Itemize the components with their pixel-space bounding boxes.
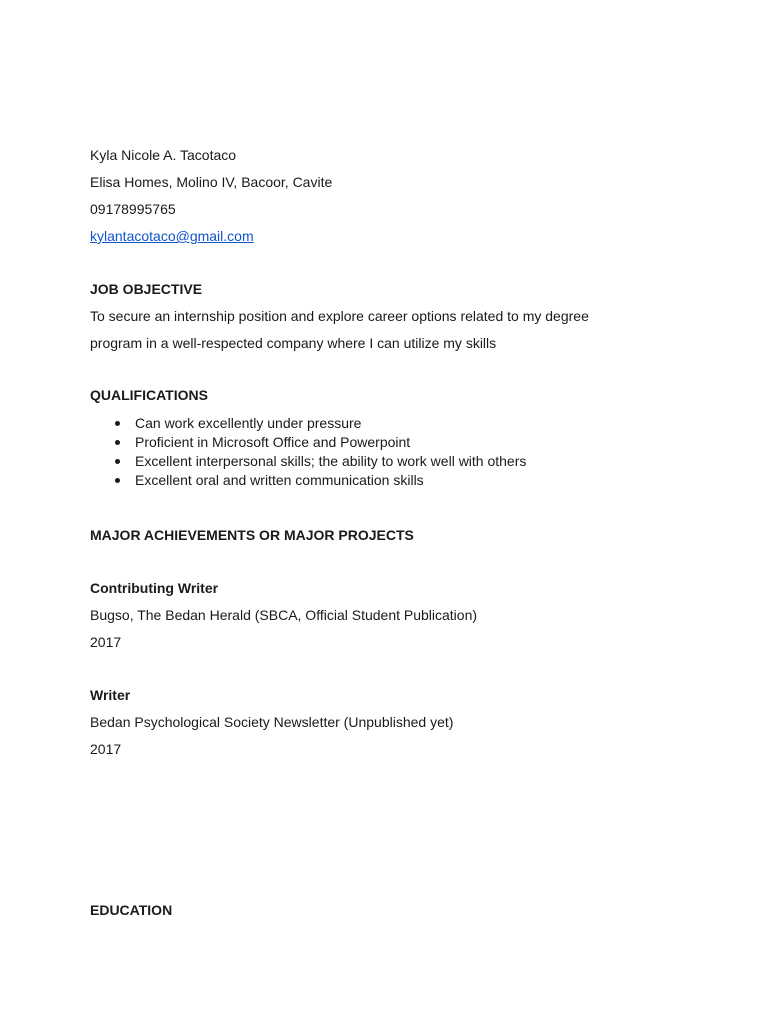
job-objective-heading: JOB OBJECTIVE — [90, 281, 203, 297]
bullet-icon — [115, 478, 120, 483]
list-item — [90, 452, 526, 471]
achievement-year: 2017 — [90, 741, 122, 757]
bullet-icon — [115, 440, 120, 445]
achievement-role: Contributing Writer — [90, 580, 219, 596]
achievements-heading: MAJOR ACHIEVEMENTS OR MAJOR PROJECTS — [90, 527, 414, 543]
contact-address: Elisa Homes, Molino IV, Bacoor, Cavite — [90, 174, 333, 190]
qualification-text: Excellent oral and written communication skills — [135, 472, 424, 488]
qualification-text: Excellent interpersonal skills; the ability to work well with others — [135, 453, 527, 469]
qualifications-heading: QUALIFICATIONS — [90, 387, 208, 403]
list-item — [90, 433, 526, 452]
contact-phone: 09178995765 — [90, 201, 176, 217]
achievement-role: Writer — [90, 687, 131, 703]
achievement-org: Bedan Psychological Society Newsletter (Unpublished yet) — [90, 714, 454, 730]
bullet-icon — [115, 421, 120, 426]
contact-name: Kyla Nicole A. Tacotaco — [90, 147, 237, 163]
job-objective-line-2: program in a well-respected company where I can utilize my skills — [90, 335, 497, 351]
achievement-org: Bugso, The Bedan Herald (SBCA, Official Student Publication) — [90, 607, 478, 623]
qualifications-list — [90, 414, 526, 490]
education-heading: EDUCATION — [90, 902, 173, 918]
list-item — [90, 414, 526, 433]
contact-email-link[interactable]: kylantacotaco@gmail.com — [90, 228, 254, 244]
qualification-text: Proficient in Microsoft Office and Powerpoint — [135, 434, 411, 450]
achievement-year: 2017 — [90, 634, 122, 650]
job-objective-line-1: To secure an internship position and explore career options related to my degree — [90, 308, 589, 324]
qualification-text: Can work excellently under pressure — [135, 415, 362, 431]
bullet-icon — [115, 459, 120, 464]
list-item — [90, 471, 526, 490]
